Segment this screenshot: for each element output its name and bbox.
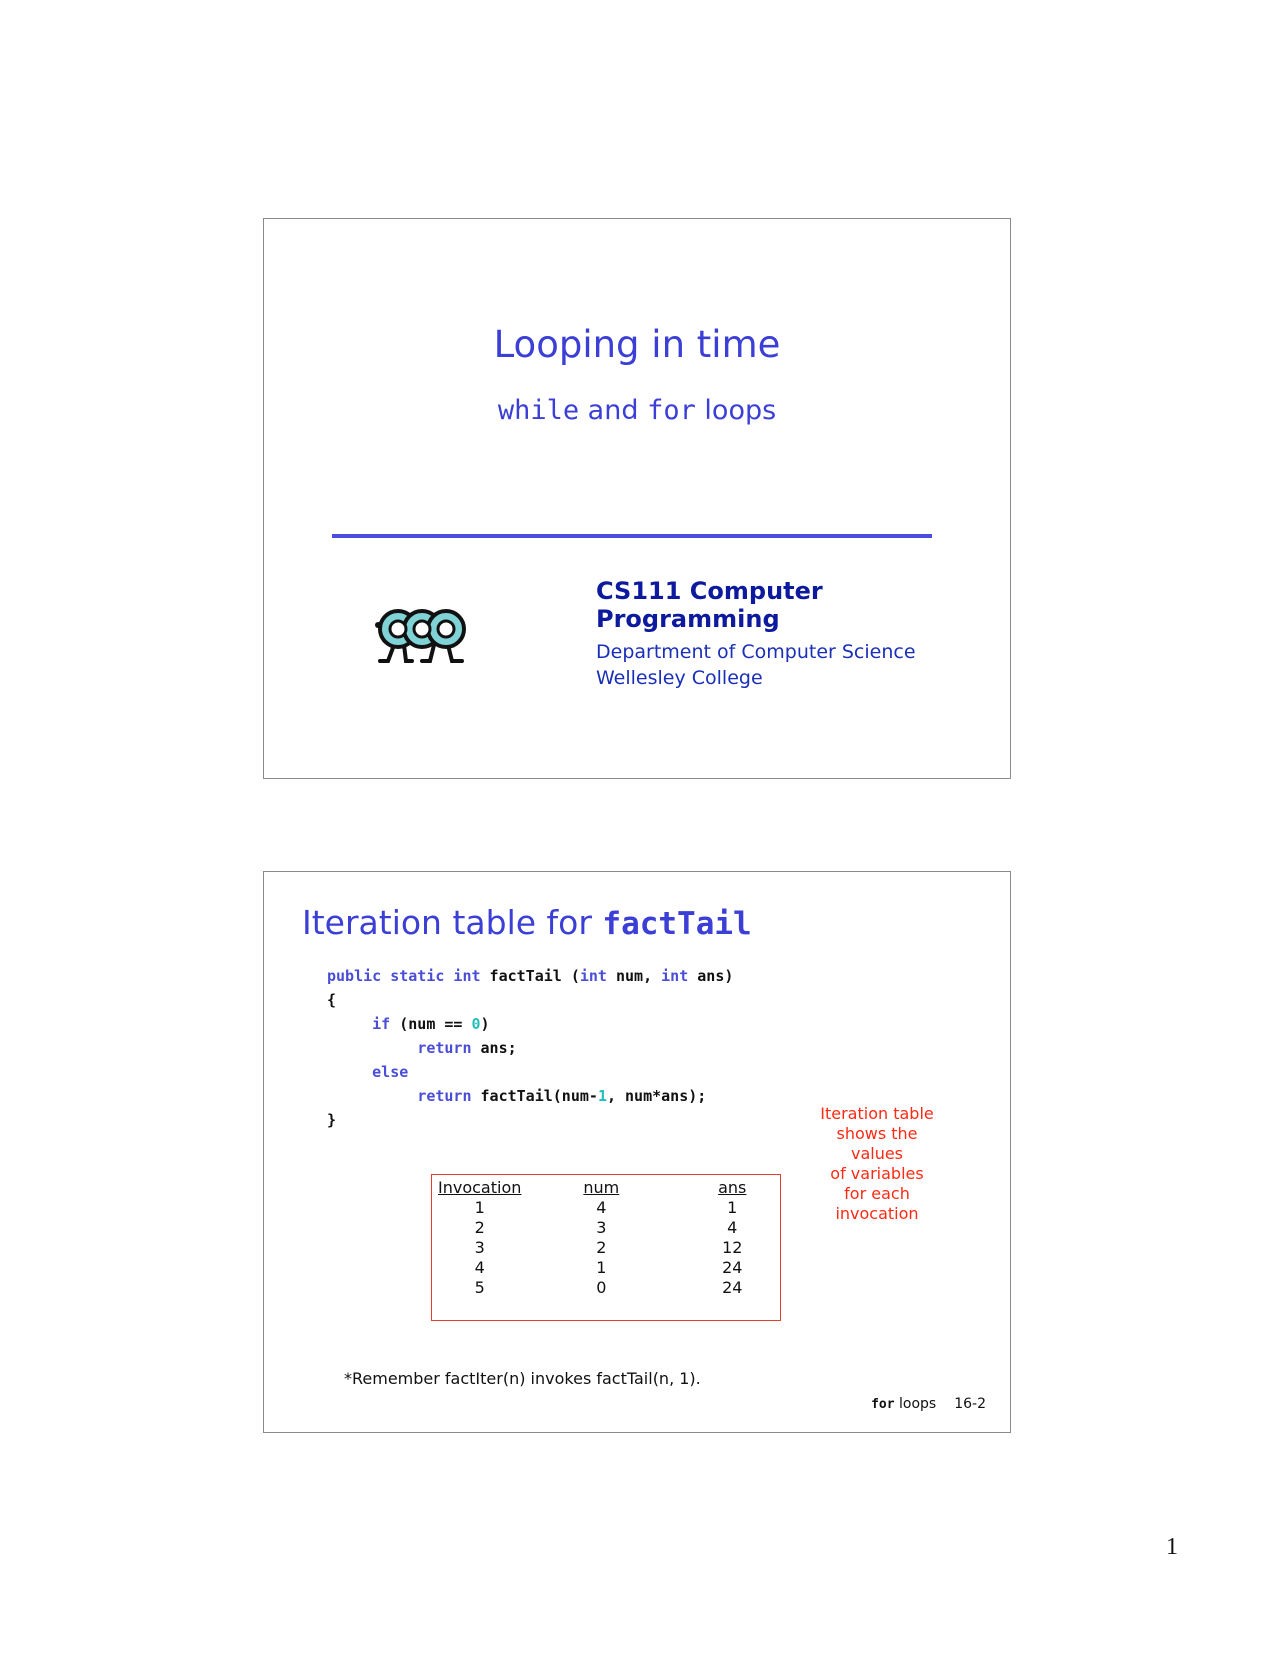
code-keyword: else xyxy=(372,1063,409,1081)
code-keyword: return xyxy=(417,1087,472,1105)
slide-number: 16-2 xyxy=(954,1396,986,1412)
cell-num: 3 xyxy=(596,1218,607,1237)
annotation-line: Iteration table xyxy=(820,1104,934,1123)
title-divider xyxy=(332,534,932,538)
code-text: ( xyxy=(570,967,580,985)
slide-footer xyxy=(871,1396,986,1412)
column-gap xyxy=(521,1238,583,1258)
code-number: 0 xyxy=(471,1015,481,1033)
column-gap xyxy=(521,1218,583,1238)
code-text: (num == xyxy=(390,1015,472,1033)
title-text: Iteration table for xyxy=(302,903,603,942)
column-gap xyxy=(521,1258,583,1278)
table-row xyxy=(438,1278,749,1298)
table-row xyxy=(438,1198,749,1218)
header-invocation: Invocation xyxy=(438,1178,522,1197)
cell-ans: 12 xyxy=(722,1238,743,1257)
column-gap xyxy=(521,1178,583,1198)
annotation-line: for each invocation xyxy=(835,1184,919,1223)
subtitle-loops: loops xyxy=(695,395,777,426)
cell-num: 1 xyxy=(596,1258,607,1277)
annotation-line: shows the values xyxy=(836,1124,918,1163)
code-text: ) xyxy=(480,1015,490,1033)
cell-ans: 24 xyxy=(722,1278,743,1297)
cell-ans: 24 xyxy=(722,1258,743,1277)
code-keyword: if xyxy=(372,1015,391,1033)
column-gap xyxy=(619,1238,715,1258)
column-gap xyxy=(619,1258,715,1278)
code-text: { xyxy=(327,991,337,1009)
footer-code: for xyxy=(871,1397,895,1412)
cell-invocation: 4 xyxy=(474,1258,485,1277)
cs-logo-icon xyxy=(372,605,472,667)
column-gap xyxy=(619,1178,715,1198)
table-row xyxy=(438,1238,749,1258)
cell-ans: 1 xyxy=(727,1198,738,1217)
cell-invocation: 1 xyxy=(474,1198,485,1217)
remember-note: *Remember factIter(n) invokes factTail(n, 1). xyxy=(344,1369,701,1388)
iteration-table-frame xyxy=(431,1174,781,1321)
code-text: } xyxy=(327,1111,337,1129)
column-gap xyxy=(619,1278,715,1298)
iteration-table-slide xyxy=(263,871,1011,1433)
cell-ans: 4 xyxy=(727,1218,738,1237)
subtitle-and: and xyxy=(579,395,648,426)
column-gap xyxy=(619,1218,715,1238)
slide-title: Looping in time xyxy=(493,323,781,366)
cell-num: 0 xyxy=(596,1278,607,1297)
cell-invocation: 2 xyxy=(474,1218,485,1237)
header-num: num xyxy=(583,1178,620,1197)
code-text: num, xyxy=(606,967,662,985)
iteration-table xyxy=(438,1178,749,1298)
code-keyword: return xyxy=(417,1039,472,1057)
page-number: 1 xyxy=(1166,1534,1178,1560)
cell-num: 2 xyxy=(596,1238,607,1257)
title-code: factTail xyxy=(602,906,752,942)
course-name: CS111 Computer Programming xyxy=(596,577,823,633)
column-gap xyxy=(521,1198,583,1218)
column-gap xyxy=(521,1278,583,1298)
code-listing xyxy=(327,964,733,1132)
table-header-row xyxy=(438,1178,749,1198)
code-text: factTail xyxy=(480,967,571,985)
code-keyword: int xyxy=(579,967,607,985)
department-block xyxy=(596,639,916,691)
table-row xyxy=(438,1258,749,1278)
college-name: Wellesley College xyxy=(596,667,763,689)
cell-num: 4 xyxy=(596,1198,607,1217)
slide-subtitle xyxy=(264,395,1010,426)
code-number: 1 xyxy=(597,1087,607,1105)
department-name: Department of Computer Science xyxy=(596,641,916,663)
code-text: factTail(num- xyxy=(471,1087,598,1105)
code-text: ans; xyxy=(471,1039,517,1057)
subtitle-for: for xyxy=(647,395,696,426)
subtitle-while: while xyxy=(497,395,580,426)
code-keyword: public static int xyxy=(327,967,481,985)
code-keyword: int xyxy=(661,967,689,985)
header-ans: ans xyxy=(718,1178,747,1197)
cell-invocation: 5 xyxy=(474,1278,485,1297)
table-row xyxy=(438,1218,749,1238)
title-slide xyxy=(263,218,1011,779)
code-text: ans) xyxy=(688,967,734,985)
iteration-table-annotation xyxy=(809,1104,945,1224)
annotation-line: of variables xyxy=(830,1164,924,1183)
cell-invocation: 3 xyxy=(474,1238,485,1257)
slide-title xyxy=(302,903,752,942)
footer-text: loops xyxy=(894,1396,937,1412)
code-text: , num*ans); xyxy=(606,1087,707,1105)
column-gap xyxy=(619,1198,715,1218)
